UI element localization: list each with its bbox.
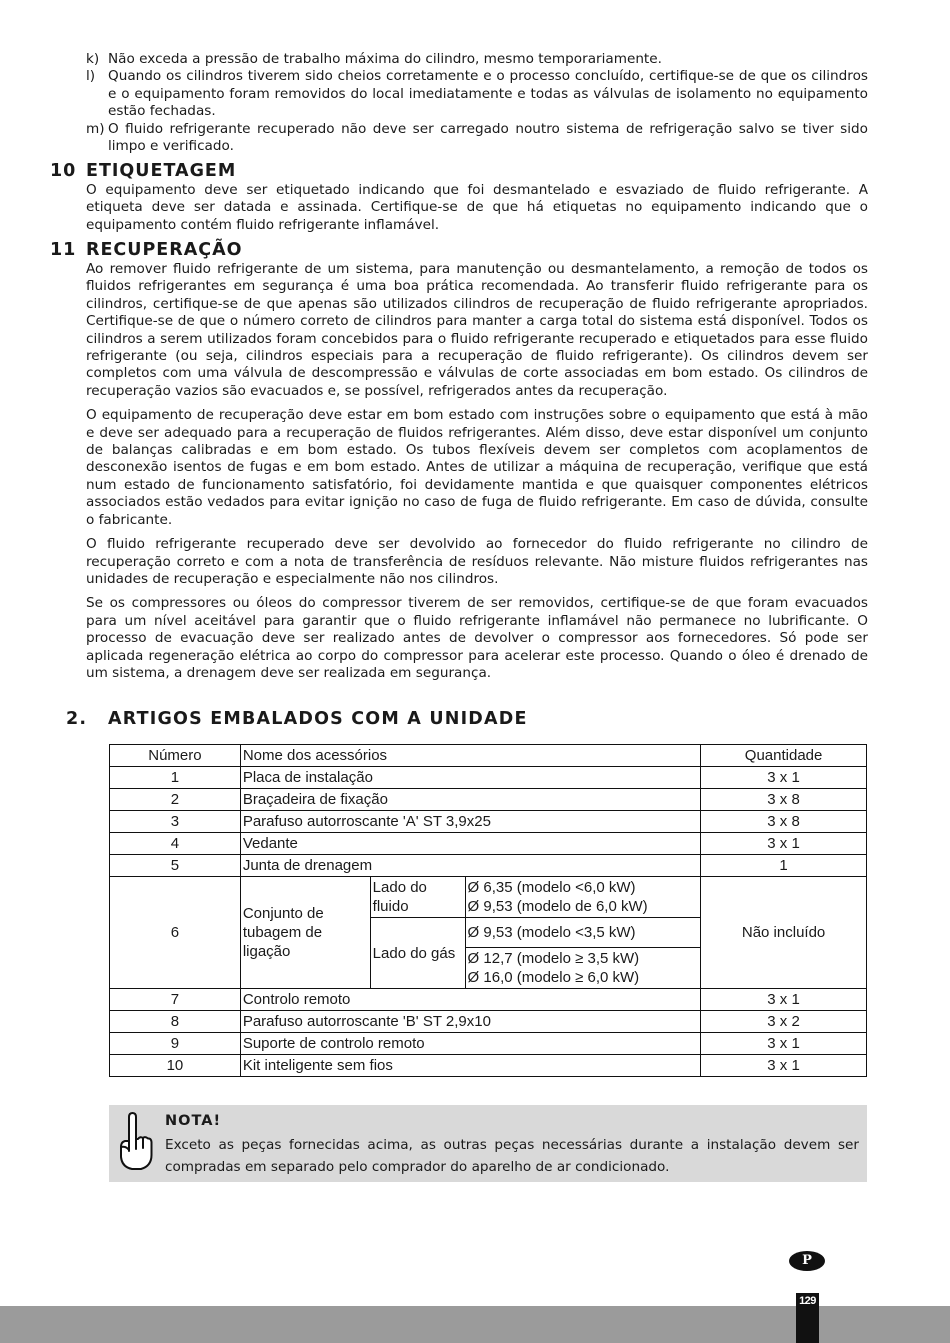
section-10-text: O equipamento deve ser etiquetado indicando que foi desmantelado e esvaziado de fluido refrigerante. A etiqueta deve ser datada e assinada. Certifique-se de que há etiquetas no equipamento indicando que o equipamento contém fluido refrigerante inflamável. [86,182,868,233]
cell-number: 7 [110,989,241,1011]
cell-quantity: 3 x 8 [701,789,867,811]
section-number: 10 [50,161,77,181]
table-row-pipe-set [110,877,867,918]
section-11-body [86,261,868,689]
cell-number: 3 [110,811,241,833]
header-name: Nome dos acessórios [240,745,700,767]
cell-name: Vedante [240,833,700,855]
section-heading-11 [50,239,243,261]
section-number: 11 [50,240,77,260]
pointing-hand-icon [115,1111,155,1173]
cell-fluid-side: Lado do fluido [370,877,465,918]
table-row [110,767,867,789]
cell-quantity: 3 x 8 [701,811,867,833]
paragraph: O equipamento de recuperação deve estar em bom estado com instruções sobre o equipamento que está à mão e deve ser adequado para a recuperação de fluidos refrigerantes. Além disso, deve estar disponível um conjunto de balanças calibradas e em bom estado. Os tubos flexíveis devem ser completos com acoplamentos de desconexão isentos de fugas e em bom estado. Antes de utilizar a máquina de recuperação, verifique que está num estado de funcionamento satisfatório, foi devidamente mantida e que quaisquer componentes elétricos associados estão vedados para evitar ignição no caso de fuga de fluido refrigerante. Em caso de dúvida, consulte o fabricante. [86,407,868,528]
table-header-row [110,745,867,767]
table-row [110,1011,867,1033]
section-title: RECUPERAÇÃO [86,240,243,260]
list-text: Não exceda a pressão de trabalho máxima do cilindro, mesmo temporariamente. [108,51,662,67]
note-title: NOTA! [165,1113,222,1129]
cell-number: 5 [110,855,241,877]
cell-name: Kit inteligente sem fios [240,1055,700,1077]
list-text: O fluido refrigerante recuperado não deve ser carregado noutro sistema de refrigeração salvo se tiver sido limpo e verificado. [108,120,868,155]
cell-name: Conjunto de tubagem de ligação [240,877,370,989]
cell-fluid-sizes [465,877,701,918]
table-row [110,989,867,1011]
cell-number: 1 [110,767,241,789]
cell-number: 2 [110,789,241,811]
cell-number: 6 [110,877,241,989]
section-title: ARTIGOS EMBALADOS COM A UNIDADE [108,709,528,729]
table-row [110,811,867,833]
table-row [110,1055,867,1077]
cell-number: 8 [110,1011,241,1033]
gas-size-line: Ø 12,7 (modelo ≥ 3,5 kW) [467,950,640,967]
table-row [110,833,867,855]
list-item [86,51,868,68]
list-item [86,121,868,156]
list-continuation [86,51,868,155]
cell-number: 10 [110,1055,241,1077]
cell-name: Placa de instalação [240,767,700,789]
cell-quantity: 3 x 1 [701,767,867,789]
section-number: 2. [66,709,88,729]
accessories-table [109,744,867,1077]
note-box [109,1105,867,1182]
cell-quantity: Não incluído [701,877,867,989]
cell-number: 9 [110,1033,241,1055]
cell-quantity: 3 x 1 [701,1033,867,1055]
cell-number: 4 [110,833,241,855]
cell-gas-side: Lado do gás [370,918,465,989]
list-marker: l) [86,68,96,85]
cell-gas-size: Ø 9,53 (modelo <3,5 kW) [465,918,701,948]
table-row [110,1033,867,1055]
cell-gas-sizes [465,948,701,989]
section-heading-10 [50,160,236,182]
section-heading-2 [66,709,528,729]
cell-name: Braçadeira de fixação [240,789,700,811]
paragraph: Se os compressores ou óleos do compressor tiverem de ser removidos, certifique-se de que foram evacuados para um nível aceitável para garantir que o fluido refrigerante inflamável não permanece no lubrificante. O processo de evacuação deve ser realizado antes de devolver o compressor aos fornecedores. Só pode ser aplicada regeneração elétrica ao corpo do compressor para acelerar este processo. Quando o óleo é drenado de um sistema, a drenagem deve ser realizada em segurança. [86,595,868,681]
cell-name: Junta de drenagem [240,855,700,877]
cell-name: Controlo remoto [240,989,700,1011]
table-row [110,789,867,811]
cell-quantity: 1 [701,855,867,877]
paragraph: O fluido refrigerante recuperado deve ser devolvido ao fornecedor do fluido refrigerante no cilindro de recuperação correto e com a nota de transferência de resíduos relevante. Não misture fluidos refrigerantes nas unidades de recuperação e especialmente não nos cilindros. [86,536,868,587]
list-marker: m) [86,120,105,137]
header-number: Número [110,745,241,767]
gas-size-line: Ø 16,0 (modelo ≥ 6,0 kW) [467,969,640,986]
cell-quantity: 3 x 1 [701,833,867,855]
paragraph: Ao remover fluido refrigerante de um sistema, para manutenção ou desmantelamento, a remoção de todos os fluidos refrigerantes em segurança é uma boa prática recomendada. Ao transferir fluido refrigerante para os cilindros, certifique-se de que apenas são utilizados cilindros de recuperação de fluido refrigerante apropriados. Certifique-se de que o número correto de cilindros para manter a carga total do sistema está disponível. Todos os cilindros a serem utilizados foram concebidos para o fluido refrigerante recuperado e etiquetados para esse fluido refrigerante (ou seja, cilindros especiais para a recuperação de fluido refrigerante). Os cilindros devem ser completos com uma válvula de descompressão e válvulas de corte associadas em bom estado. Os cilindros de recuperação vazios são evacuados e, se possível, refrigerados antes da recuperação. [86,261,868,399]
list-item [86,68,868,120]
fluid-size-line: Ø 6,35 (modelo <6,0 kW) [467,879,636,896]
cell-name: Parafuso autorroscante 'B' ST 2,9x10 [240,1011,700,1033]
fluid-size-line: Ø 9,53 (modelo de 6,0 kW) [467,898,648,915]
cell-quantity: 3 x 1 [701,989,867,1011]
cell-quantity: 3 x 2 [701,1011,867,1033]
list-text: Quando os cilindros tiverem sido cheios corretamente e o processo concluído, certifique-se de que os cilindros e o equipamento foram removidos do local imediatamente e todas as válvulas de isolamento no equipamento estão fechadas. [108,68,868,120]
cell-name: Parafuso autorroscante 'A' ST 3,9x25 [240,811,700,833]
cell-name: Suporte de controlo remoto [240,1033,700,1055]
table-row [110,855,867,877]
header-quantity: Quantidade [701,745,867,767]
language-badge: P [789,1251,825,1271]
list-marker: k) [86,51,100,67]
page-number: 129 [799,1295,816,1307]
note-text: Exceto as peças fornecidas acima, as outras peças necessárias durante a instalação devem ser compradas em separado pelo comprador do aparelho de ar condicionado. [165,1137,859,1175]
cell-quantity: 3 x 1 [701,1055,867,1077]
section-title: ETIQUETAGEM [86,161,237,181]
